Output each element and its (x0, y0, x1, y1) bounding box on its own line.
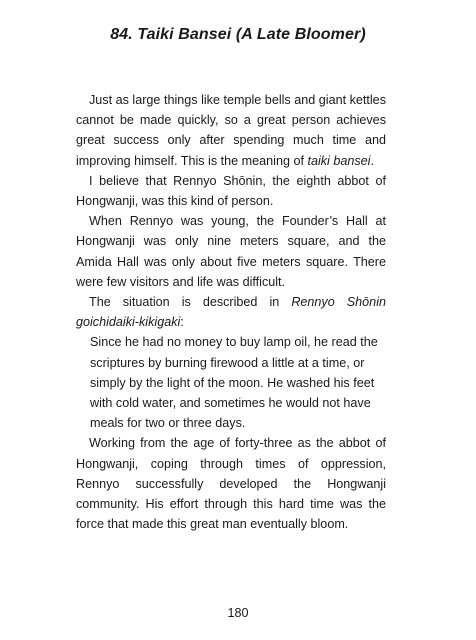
paragraph-1-end: . (370, 153, 374, 168)
paragraph-1 (76, 90, 386, 171)
paragraph-4 (76, 292, 386, 332)
paragraph-4-text: The situation is described in (89, 295, 292, 310)
paragraph-2: I believe that Rennyo Shōnin, the eighth abbot of Hongwanji, was this kind of person. (76, 173, 386, 209)
chapter-body (76, 90, 386, 534)
paragraph-1-text: Just as large things like temple bells and giant kettles cannot be made quickly, so a great person achieves great success only after spending much time and improving himself. This is the meaning of (76, 93, 386, 168)
term-taiki-bansei: taiki bansei (307, 153, 371, 168)
paragraph-4-end: : (180, 315, 184, 330)
block-quote: Since he had no money to buy lamp oil, he read the scriptures by burning firewood a little at a time, or simply by the light of the moon. He washed his feet with cold water, and sometimes he would not have meals for two or three days. (90, 335, 378, 431)
paragraph-5: Working from the age of forty-three as the abbot of Hongwanji, coping through times of oppression, Rennyo successfully developed the Hongwanji community. His effort through this hard time was the force that made this great man eventually bloom. (76, 436, 386, 532)
paragraph-3: When Rennyo was young, the Founder’s Hall at Hongwanji was only nine meters square, and the Amida Hall was only about five meters square. There were few visitors and life was difficult. (76, 214, 386, 289)
source-title: Rennyo Shōnin goichidaiki-kikigaki (76, 295, 386, 330)
page-number: 180 (227, 606, 249, 620)
chapter-title: 84. Taiki Bansei (A Late Bloomer) (110, 26, 366, 43)
